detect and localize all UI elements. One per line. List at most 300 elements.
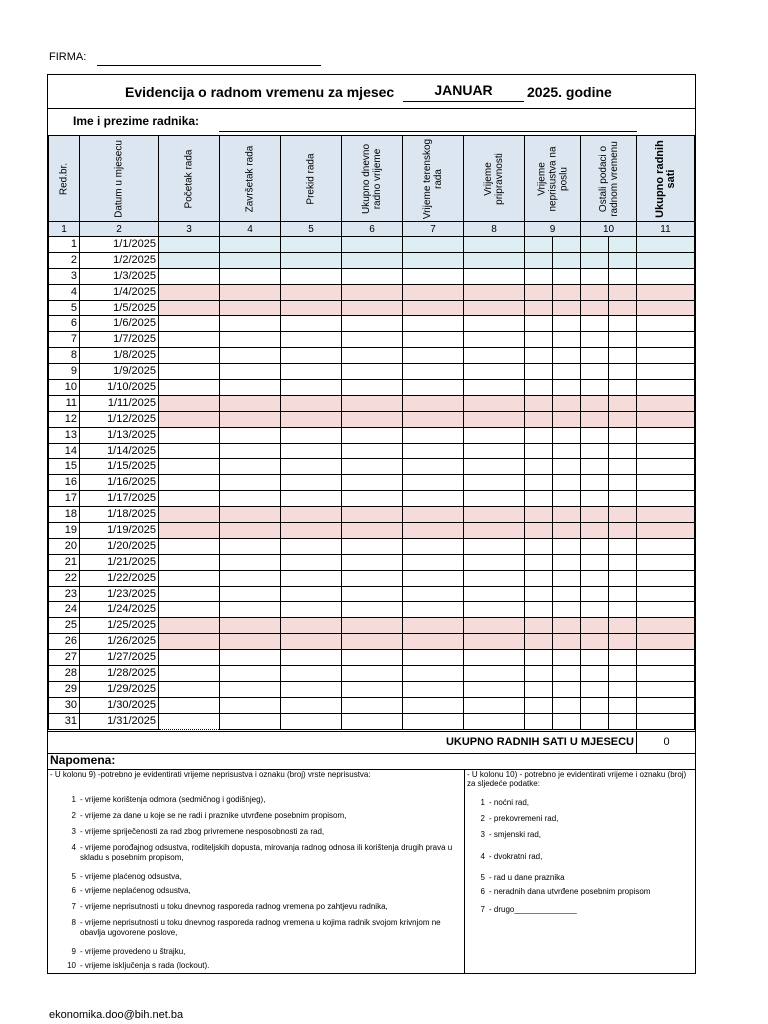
absence-time-cell[interactable] (525, 459, 553, 475)
end-time-cell[interactable] (220, 348, 281, 364)
end-time-cell[interactable] (220, 395, 281, 411)
other-code-cell[interactable] (609, 411, 637, 427)
absence-code-cell[interactable] (553, 523, 581, 539)
daily-total-cell[interactable] (342, 523, 403, 539)
absence-code-cell[interactable] (553, 618, 581, 634)
total-hours-cell[interactable] (637, 284, 695, 300)
start-time-cell[interactable] (159, 252, 220, 268)
end-time-cell[interactable] (220, 507, 281, 523)
start-time-cell[interactable] (159, 411, 220, 427)
field-work-cell[interactable] (403, 538, 464, 554)
total-hours-cell[interactable] (637, 666, 695, 682)
absence-code-cell[interactable] (553, 681, 581, 697)
daily-total-cell[interactable] (342, 618, 403, 634)
total-hours-cell[interactable] (637, 538, 695, 554)
end-time-cell[interactable] (220, 475, 281, 491)
other-code-cell[interactable] (609, 380, 637, 396)
absence-time-cell[interactable] (525, 713, 553, 729)
field-work-cell[interactable] (403, 570, 464, 586)
start-time-cell[interactable] (159, 237, 220, 253)
standby-cell[interactable] (464, 681, 525, 697)
other-code-cell[interactable] (609, 237, 637, 253)
daily-total-cell[interactable] (342, 252, 403, 268)
other-code-cell[interactable] (609, 300, 637, 316)
total-hours-cell[interactable] (637, 697, 695, 713)
total-hours-cell[interactable] (637, 411, 695, 427)
start-time-cell[interactable] (159, 713, 220, 729)
end-time-cell[interactable] (220, 268, 281, 284)
standby-cell[interactable] (464, 586, 525, 602)
start-time-cell[interactable] (159, 380, 220, 396)
other-time-cell[interactable] (581, 602, 609, 618)
other-code-cell[interactable] (609, 268, 637, 284)
start-time-cell[interactable] (159, 602, 220, 618)
break-cell[interactable] (281, 586, 342, 602)
daily-total-cell[interactable] (342, 602, 403, 618)
field-work-cell[interactable] (403, 268, 464, 284)
standby-cell[interactable] (464, 666, 525, 682)
start-time-cell[interactable] (159, 316, 220, 332)
absence-time-cell[interactable] (525, 316, 553, 332)
start-time-cell[interactable] (159, 538, 220, 554)
start-time-cell[interactable] (159, 650, 220, 666)
start-time-cell[interactable] (159, 697, 220, 713)
start-time-cell[interactable] (159, 348, 220, 364)
break-cell[interactable] (281, 316, 342, 332)
field-work-cell[interactable] (403, 459, 464, 475)
absence-code-cell[interactable] (553, 491, 581, 507)
daily-total-cell[interactable] (342, 459, 403, 475)
start-time-cell[interactable] (159, 459, 220, 475)
standby-cell[interactable] (464, 348, 525, 364)
standby-cell[interactable] (464, 570, 525, 586)
break-cell[interactable] (281, 523, 342, 539)
break-cell[interactable] (281, 681, 342, 697)
absence-code-cell[interactable] (553, 634, 581, 650)
absence-code-cell[interactable] (553, 666, 581, 682)
field-work-cell[interactable] (403, 697, 464, 713)
field-work-cell[interactable] (403, 554, 464, 570)
total-hours-cell[interactable] (637, 300, 695, 316)
firma-input-line[interactable] (97, 65, 321, 66)
daily-total-cell[interactable] (342, 554, 403, 570)
standby-cell[interactable] (464, 332, 525, 348)
total-hours-cell[interactable] (637, 507, 695, 523)
other-time-cell[interactable] (581, 634, 609, 650)
total-hours-cell[interactable] (637, 570, 695, 586)
standby-cell[interactable] (464, 507, 525, 523)
standby-cell[interactable] (464, 475, 525, 491)
field-work-cell[interactable] (403, 427, 464, 443)
standby-cell[interactable] (464, 316, 525, 332)
standby-cell[interactable] (464, 713, 525, 729)
break-cell[interactable] (281, 364, 342, 380)
field-work-cell[interactable] (403, 252, 464, 268)
absence-time-cell[interactable] (525, 252, 553, 268)
field-work-cell[interactable] (403, 681, 464, 697)
start-time-cell[interactable] (159, 523, 220, 539)
break-cell[interactable] (281, 554, 342, 570)
start-time-cell[interactable] (159, 666, 220, 682)
daily-total-cell[interactable] (342, 570, 403, 586)
other-code-cell[interactable] (609, 252, 637, 268)
end-time-cell[interactable] (220, 681, 281, 697)
break-cell[interactable] (281, 284, 342, 300)
daily-total-cell[interactable] (342, 538, 403, 554)
end-time-cell[interactable] (220, 316, 281, 332)
absence-code-cell[interactable] (553, 650, 581, 666)
break-cell[interactable] (281, 507, 342, 523)
standby-cell[interactable] (464, 618, 525, 634)
total-hours-cell[interactable] (637, 618, 695, 634)
standby-cell[interactable] (464, 237, 525, 253)
other-time-cell[interactable] (581, 554, 609, 570)
total-hours-cell[interactable] (637, 634, 695, 650)
absence-time-cell[interactable] (525, 697, 553, 713)
break-cell[interactable] (281, 268, 342, 284)
field-work-cell[interactable] (403, 332, 464, 348)
absence-time-cell[interactable] (525, 237, 553, 253)
daily-total-cell[interactable] (342, 300, 403, 316)
other-time-cell[interactable] (581, 300, 609, 316)
end-time-cell[interactable] (220, 252, 281, 268)
other-time-cell[interactable] (581, 666, 609, 682)
end-time-cell[interactable] (220, 570, 281, 586)
total-hours-cell[interactable] (637, 491, 695, 507)
break-cell[interactable] (281, 380, 342, 396)
absence-code-cell[interactable] (553, 252, 581, 268)
other-code-cell[interactable] (609, 538, 637, 554)
absence-time-cell[interactable] (525, 348, 553, 364)
absence-code-cell[interactable] (553, 443, 581, 459)
start-time-cell[interactable] (159, 491, 220, 507)
break-cell[interactable] (281, 427, 342, 443)
month-field[interactable]: JANUAR (403, 82, 524, 102)
absence-code-cell[interactable] (553, 538, 581, 554)
end-time-cell[interactable] (220, 411, 281, 427)
field-work-cell[interactable] (403, 475, 464, 491)
other-code-cell[interactable] (609, 507, 637, 523)
other-time-cell[interactable] (581, 380, 609, 396)
absence-time-cell[interactable] (525, 411, 553, 427)
other-time-cell[interactable] (581, 459, 609, 475)
absence-time-cell[interactable] (525, 268, 553, 284)
other-time-cell[interactable] (581, 268, 609, 284)
standby-cell[interactable] (464, 364, 525, 380)
standby-cell[interactable] (464, 411, 525, 427)
field-work-cell[interactable] (403, 316, 464, 332)
total-hours-cell[interactable] (637, 523, 695, 539)
end-time-cell[interactable] (220, 618, 281, 634)
end-time-cell[interactable] (220, 666, 281, 682)
standby-cell[interactable] (464, 443, 525, 459)
daily-total-cell[interactable] (342, 268, 403, 284)
daily-total-cell[interactable] (342, 332, 403, 348)
break-cell[interactable] (281, 443, 342, 459)
total-hours-cell[interactable] (637, 586, 695, 602)
total-hours-cell[interactable] (637, 475, 695, 491)
daily-total-cell[interactable] (342, 491, 403, 507)
daily-total-cell[interactable] (342, 411, 403, 427)
total-hours-cell[interactable] (637, 427, 695, 443)
field-work-cell[interactable] (403, 650, 464, 666)
break-cell[interactable] (281, 666, 342, 682)
total-hours-cell[interactable] (637, 380, 695, 396)
end-time-cell[interactable] (220, 380, 281, 396)
absence-time-cell[interactable] (525, 634, 553, 650)
other-time-cell[interactable] (581, 570, 609, 586)
field-work-cell[interactable] (403, 713, 464, 729)
daily-total-cell[interactable] (342, 427, 403, 443)
absence-time-cell[interactable] (525, 681, 553, 697)
field-work-cell[interactable] (403, 602, 464, 618)
end-time-cell[interactable] (220, 284, 281, 300)
daily-total-cell[interactable] (342, 395, 403, 411)
start-time-cell[interactable] (159, 475, 220, 491)
absence-code-cell[interactable] (553, 697, 581, 713)
absence-code-cell[interactable] (553, 395, 581, 411)
absence-time-cell[interactable] (525, 666, 553, 682)
absence-code-cell[interactable] (553, 427, 581, 443)
standby-cell[interactable] (464, 427, 525, 443)
other-time-cell[interactable] (581, 650, 609, 666)
break-cell[interactable] (281, 650, 342, 666)
daily-total-cell[interactable] (342, 443, 403, 459)
total-hours-cell[interactable] (637, 237, 695, 253)
absence-code-cell[interactable] (553, 713, 581, 729)
daily-total-cell[interactable] (342, 666, 403, 682)
absence-code-cell[interactable] (553, 380, 581, 396)
break-cell[interactable] (281, 237, 342, 253)
other-time-cell[interactable] (581, 681, 609, 697)
standby-cell[interactable] (464, 650, 525, 666)
absence-code-cell[interactable] (553, 348, 581, 364)
other-time-cell[interactable] (581, 538, 609, 554)
other-code-cell[interactable] (609, 634, 637, 650)
absence-time-cell[interactable] (525, 570, 553, 586)
other-code-cell[interactable] (609, 523, 637, 539)
standby-cell[interactable] (464, 634, 525, 650)
break-cell[interactable] (281, 618, 342, 634)
break-cell[interactable] (281, 570, 342, 586)
end-time-cell[interactable] (220, 523, 281, 539)
field-work-cell[interactable] (403, 380, 464, 396)
absence-time-cell[interactable] (525, 523, 553, 539)
end-time-cell[interactable] (220, 427, 281, 443)
end-time-cell[interactable] (220, 364, 281, 380)
other-code-cell[interactable] (609, 650, 637, 666)
absence-time-cell[interactable] (525, 332, 553, 348)
absence-code-cell[interactable] (553, 268, 581, 284)
absence-code-cell[interactable] (553, 284, 581, 300)
field-work-cell[interactable] (403, 364, 464, 380)
daily-total-cell[interactable] (342, 650, 403, 666)
daily-total-cell[interactable] (342, 380, 403, 396)
total-hours-cell[interactable] (637, 252, 695, 268)
standby-cell[interactable] (464, 554, 525, 570)
absence-code-cell[interactable] (553, 554, 581, 570)
other-code-cell[interactable] (609, 348, 637, 364)
end-time-cell[interactable] (220, 459, 281, 475)
total-hours-cell[interactable] (637, 332, 695, 348)
absence-time-cell[interactable] (525, 380, 553, 396)
absence-time-cell[interactable] (525, 364, 553, 380)
daily-total-cell[interactable] (342, 697, 403, 713)
other-code-cell[interactable] (609, 713, 637, 729)
absence-time-cell[interactable] (525, 475, 553, 491)
end-time-cell[interactable] (220, 332, 281, 348)
other-time-cell[interactable] (581, 395, 609, 411)
standby-cell[interactable] (464, 538, 525, 554)
break-cell[interactable] (281, 395, 342, 411)
absence-code-cell[interactable] (553, 411, 581, 427)
other-time-cell[interactable] (581, 237, 609, 253)
other-time-cell[interactable] (581, 507, 609, 523)
absence-time-cell[interactable] (525, 443, 553, 459)
break-cell[interactable] (281, 634, 342, 650)
field-work-cell[interactable] (403, 348, 464, 364)
other-code-cell[interactable] (609, 284, 637, 300)
daily-total-cell[interactable] (342, 507, 403, 523)
break-cell[interactable] (281, 538, 342, 554)
break-cell[interactable] (281, 602, 342, 618)
total-hours-cell[interactable] (637, 602, 695, 618)
start-time-cell[interactable] (159, 427, 220, 443)
start-time-cell[interactable] (159, 618, 220, 634)
other-code-cell[interactable] (609, 554, 637, 570)
absence-code-cell[interactable] (553, 332, 581, 348)
daily-total-cell[interactable] (342, 475, 403, 491)
daily-total-cell[interactable] (342, 681, 403, 697)
total-hours-cell[interactable] (637, 713, 695, 729)
other-code-cell[interactable] (609, 395, 637, 411)
start-time-cell[interactable] (159, 300, 220, 316)
other-time-cell[interactable] (581, 364, 609, 380)
other-code-cell[interactable] (609, 602, 637, 618)
other-code-cell[interactable] (609, 697, 637, 713)
start-time-cell[interactable] (159, 332, 220, 348)
absence-code-cell[interactable] (553, 570, 581, 586)
end-time-cell[interactable] (220, 634, 281, 650)
start-time-cell[interactable] (159, 443, 220, 459)
standby-cell[interactable] (464, 491, 525, 507)
field-work-cell[interactable] (403, 411, 464, 427)
start-time-cell[interactable] (159, 507, 220, 523)
absence-code-cell[interactable] (553, 364, 581, 380)
standby-cell[interactable] (464, 380, 525, 396)
standby-cell[interactable] (464, 284, 525, 300)
absence-time-cell[interactable] (525, 300, 553, 316)
absence-time-cell[interactable] (525, 602, 553, 618)
start-time-cell[interactable] (159, 284, 220, 300)
standby-cell[interactable] (464, 697, 525, 713)
other-time-cell[interactable] (581, 697, 609, 713)
start-time-cell[interactable] (159, 554, 220, 570)
start-time-cell[interactable] (159, 681, 220, 697)
field-work-cell[interactable] (403, 491, 464, 507)
break-cell[interactable] (281, 252, 342, 268)
other-time-cell[interactable] (581, 475, 609, 491)
daily-total-cell[interactable] (342, 586, 403, 602)
field-work-cell[interactable] (403, 395, 464, 411)
other-code-cell[interactable] (609, 443, 637, 459)
field-work-cell[interactable] (403, 284, 464, 300)
standby-cell[interactable] (464, 523, 525, 539)
other-time-cell[interactable] (581, 348, 609, 364)
absence-time-cell[interactable] (525, 395, 553, 411)
total-hours-cell[interactable] (637, 554, 695, 570)
total-hours-cell[interactable] (637, 268, 695, 284)
start-time-cell[interactable] (159, 364, 220, 380)
other-time-cell[interactable] (581, 427, 609, 443)
end-time-cell[interactable] (220, 602, 281, 618)
end-time-cell[interactable] (220, 538, 281, 554)
field-work-cell[interactable] (403, 443, 464, 459)
standby-cell[interactable] (464, 459, 525, 475)
end-time-cell[interactable] (220, 237, 281, 253)
other-time-cell[interactable] (581, 411, 609, 427)
daily-total-cell[interactable] (342, 713, 403, 729)
other-time-cell[interactable] (581, 491, 609, 507)
daily-total-cell[interactable] (342, 364, 403, 380)
end-time-cell[interactable] (220, 443, 281, 459)
total-hours-cell[interactable] (637, 443, 695, 459)
other-code-cell[interactable] (609, 681, 637, 697)
other-time-cell[interactable] (581, 618, 609, 634)
absence-time-cell[interactable] (525, 538, 553, 554)
absence-time-cell[interactable] (525, 284, 553, 300)
absence-code-cell[interactable] (553, 316, 581, 332)
other-code-cell[interactable] (609, 570, 637, 586)
start-time-cell[interactable] (159, 634, 220, 650)
start-time-cell[interactable] (159, 395, 220, 411)
other-code-cell[interactable] (609, 618, 637, 634)
daily-total-cell[interactable] (342, 237, 403, 253)
absence-code-cell[interactable] (553, 300, 581, 316)
end-time-cell[interactable] (220, 697, 281, 713)
total-hours-cell[interactable] (637, 316, 695, 332)
break-cell[interactable] (281, 491, 342, 507)
other-code-cell[interactable] (609, 459, 637, 475)
field-work-cell[interactable] (403, 523, 464, 539)
absence-time-cell[interactable] (525, 650, 553, 666)
other-time-cell[interactable] (581, 316, 609, 332)
daily-total-cell[interactable] (342, 634, 403, 650)
absence-code-cell[interactable] (553, 237, 581, 253)
other-code-cell[interactable] (609, 491, 637, 507)
other-time-cell[interactable] (581, 523, 609, 539)
total-hours-cell[interactable] (637, 650, 695, 666)
break-cell[interactable] (281, 348, 342, 364)
other-code-cell[interactable] (609, 586, 637, 602)
end-time-cell[interactable] (220, 650, 281, 666)
daily-total-cell[interactable] (342, 316, 403, 332)
break-cell[interactable] (281, 475, 342, 491)
total-hours-cell[interactable] (637, 395, 695, 411)
daily-total-cell[interactable] (342, 284, 403, 300)
other-code-cell[interactable] (609, 316, 637, 332)
field-work-cell[interactable] (403, 586, 464, 602)
other-time-cell[interactable] (581, 284, 609, 300)
field-work-cell[interactable] (403, 300, 464, 316)
standby-cell[interactable] (464, 395, 525, 411)
total-hours-cell[interactable] (637, 364, 695, 380)
standby-cell[interactable] (464, 268, 525, 284)
standby-cell[interactable] (464, 252, 525, 268)
absence-time-cell[interactable] (525, 586, 553, 602)
absence-time-cell[interactable] (525, 618, 553, 634)
break-cell[interactable] (281, 332, 342, 348)
